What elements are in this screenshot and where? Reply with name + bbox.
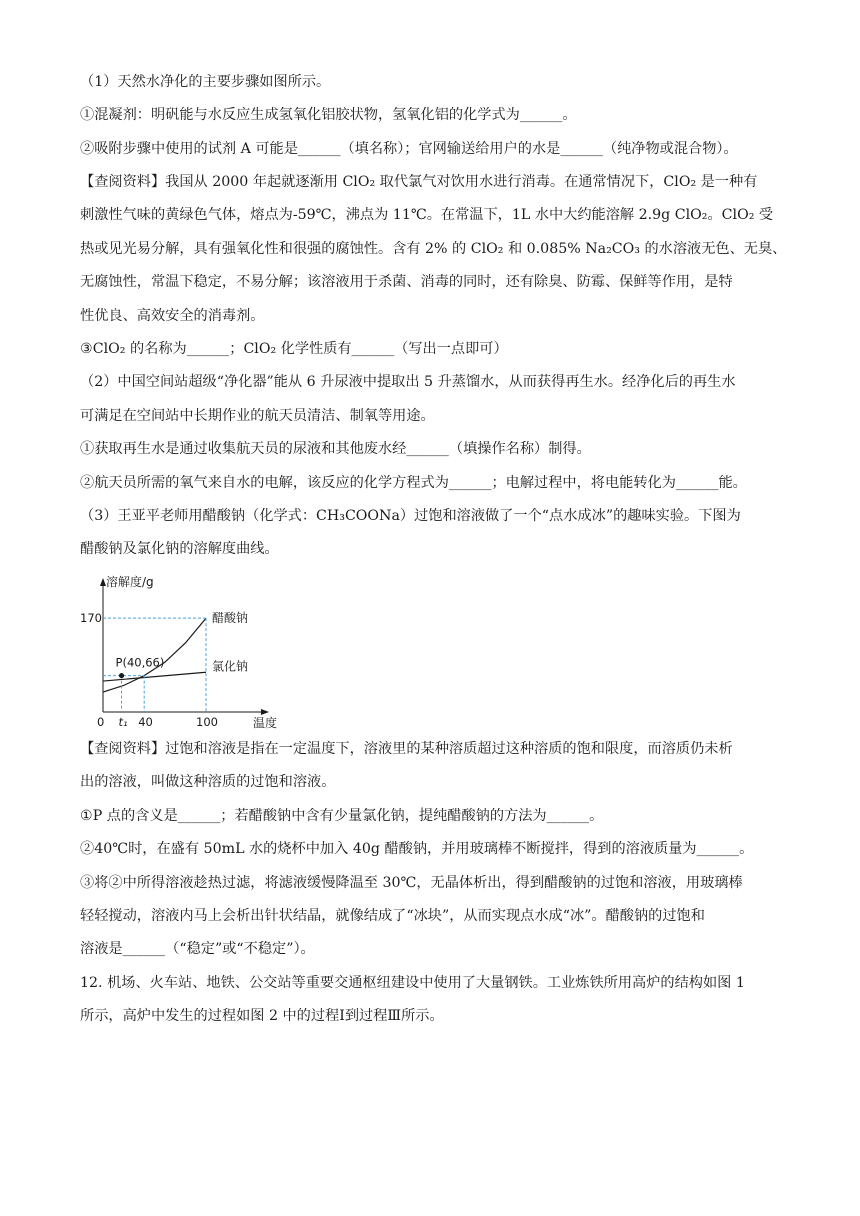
x-axis-label: 温度: [253, 716, 278, 730]
text-line: 所示，高炉中发生的过程如图 2 中的过程Ⅰ到过程Ⅲ所示。: [80, 1008, 444, 1024]
text-line: 可满足在空间站中长期作业的航天员清洁、制氧等用途。: [80, 408, 435, 424]
text-line: ②航天员所需的氧气来自水的电解，该反应的化学方程式为______；电解过程中，将电能转化为______能。: [80, 475, 747, 491]
x-tick-label: t₁: [118, 715, 128, 729]
y-axis-label: 溶解度/g: [106, 575, 154, 589]
x-tick-label: 100: [196, 715, 218, 729]
text-line: ①P 点的含义是______；若醋酸钠中含有少量氯化钠，提纯醋酸钠的方法为______。: [80, 808, 604, 824]
x-tick-label: 40: [138, 715, 153, 729]
legend-sodium-acetate: 醋酸钠: [212, 611, 249, 626]
text-line: ②40℃时，在盛有 50mL 水的烧杯中加入 40g 醋酸钠，并用玻璃棒不断搅拌，得到的溶液质量为______。: [80, 841, 754, 857]
text-line: ②吸附步骤中使用的试剂 A 可能是______（填名称）；官网输送给用户的水是______（纯净物或混合物）。: [80, 141, 738, 157]
solubility-chart: [80, 572, 280, 732]
x-axis-arrow: [261, 709, 269, 715]
text-line: 12. 机场、火车站、地铁、公交站等重要交通枢纽建设中使用了大量钢铁。工业炼铁所用高炉的结构如图 1: [80, 975, 745, 991]
text-line: 性优良、高效安全的消毒剂。: [80, 308, 265, 324]
text-line: （1）天然水净化的主要步骤如图所示。: [80, 74, 331, 90]
x-tick-label: 0: [97, 715, 105, 729]
text-line: 无腐蚀性，常温下稳定，不易分解；该溶液用于杀菌、消毒的同时，还有除臭、防霉、保鲜等作用，是特: [80, 274, 733, 290]
series-line-sodium-chloride: [103, 672, 206, 681]
text-line: 醋酸钠及氯化钠的溶解度曲线。: [80, 541, 279, 557]
text-line: 【查阅资料】过饱和溶液是指在一定温度下，溶液里的某种溶质超过这种溶质的饱和限度，而溶质仍未析: [80, 741, 733, 757]
text-line: ①获取再生水是通过收集航天员的尿液和其他废水经______（填操作名称）制得。: [80, 441, 591, 457]
text-line: ③ClO₂ 的名称为______；ClO₂ 化学性质有______（写出一点即可）: [80, 341, 508, 357]
text-line: 溶液是______（“稳定”或“不稳定”）。: [80, 941, 315, 957]
point-p-label: P(40,66): [115, 655, 165, 670]
text-line: 轻轻搅动，溶液内马上会析出针状结晶，就像结成了“冰块”，从而实现点水成“冰”。醋酸钠的过饱和: [80, 908, 705, 924]
text-line: 刺激性气味的黄绿色气体，熔点为-59℃，沸点为 11℃。在常温下，1L 水中大约能溶解 2.9g ClO₂。ClO₂ 受: [80, 207, 774, 223]
text-line: ③将②中所得溶液趁热过滤，将滤液缓慢降温至 30℃，无晶体析出，得到醋酸钠的过饱和溶液，用玻璃棒: [80, 875, 743, 891]
text-line: 出的溶液，叫做这种溶质的过饱和溶液。: [80, 774, 336, 790]
point-p: [119, 673, 124, 678]
text-line: （3）王亚平老师用醋酸钠（化学式：CH₃COONa）过饱和溶液做了一个“点水成冰”的趣味实验。下图为: [80, 508, 741, 524]
text-line: 热或见光易分解，具有强氧化性和很强的腐蚀性。含有 2% 的 ClO₂ 和 0.085% Na₂CO₃ 的水溶液无色、无臭、: [80, 241, 787, 257]
text-line: 【查阅资料】我国从 2000 年起就逐渐用 ClO₂ 取代氯气对饮用水进行消毒。在通常情况下，ClO₂ 是一种有: [80, 174, 758, 190]
legend-sodium-chloride: 氯化钠: [212, 659, 249, 674]
text-line: （2）中国空间站超级“净化器”能从 6 升尿液中提取出 5 升蒸馏水，从而获得再生水。经净化后的再生水: [80, 374, 736, 390]
text-line: ①混凝剂：明矾能与水反应生成氢氧化铝胶状物，氢氧化铝的化学式为______。: [80, 107, 577, 123]
y-tick-label: 170: [80, 611, 102, 626]
